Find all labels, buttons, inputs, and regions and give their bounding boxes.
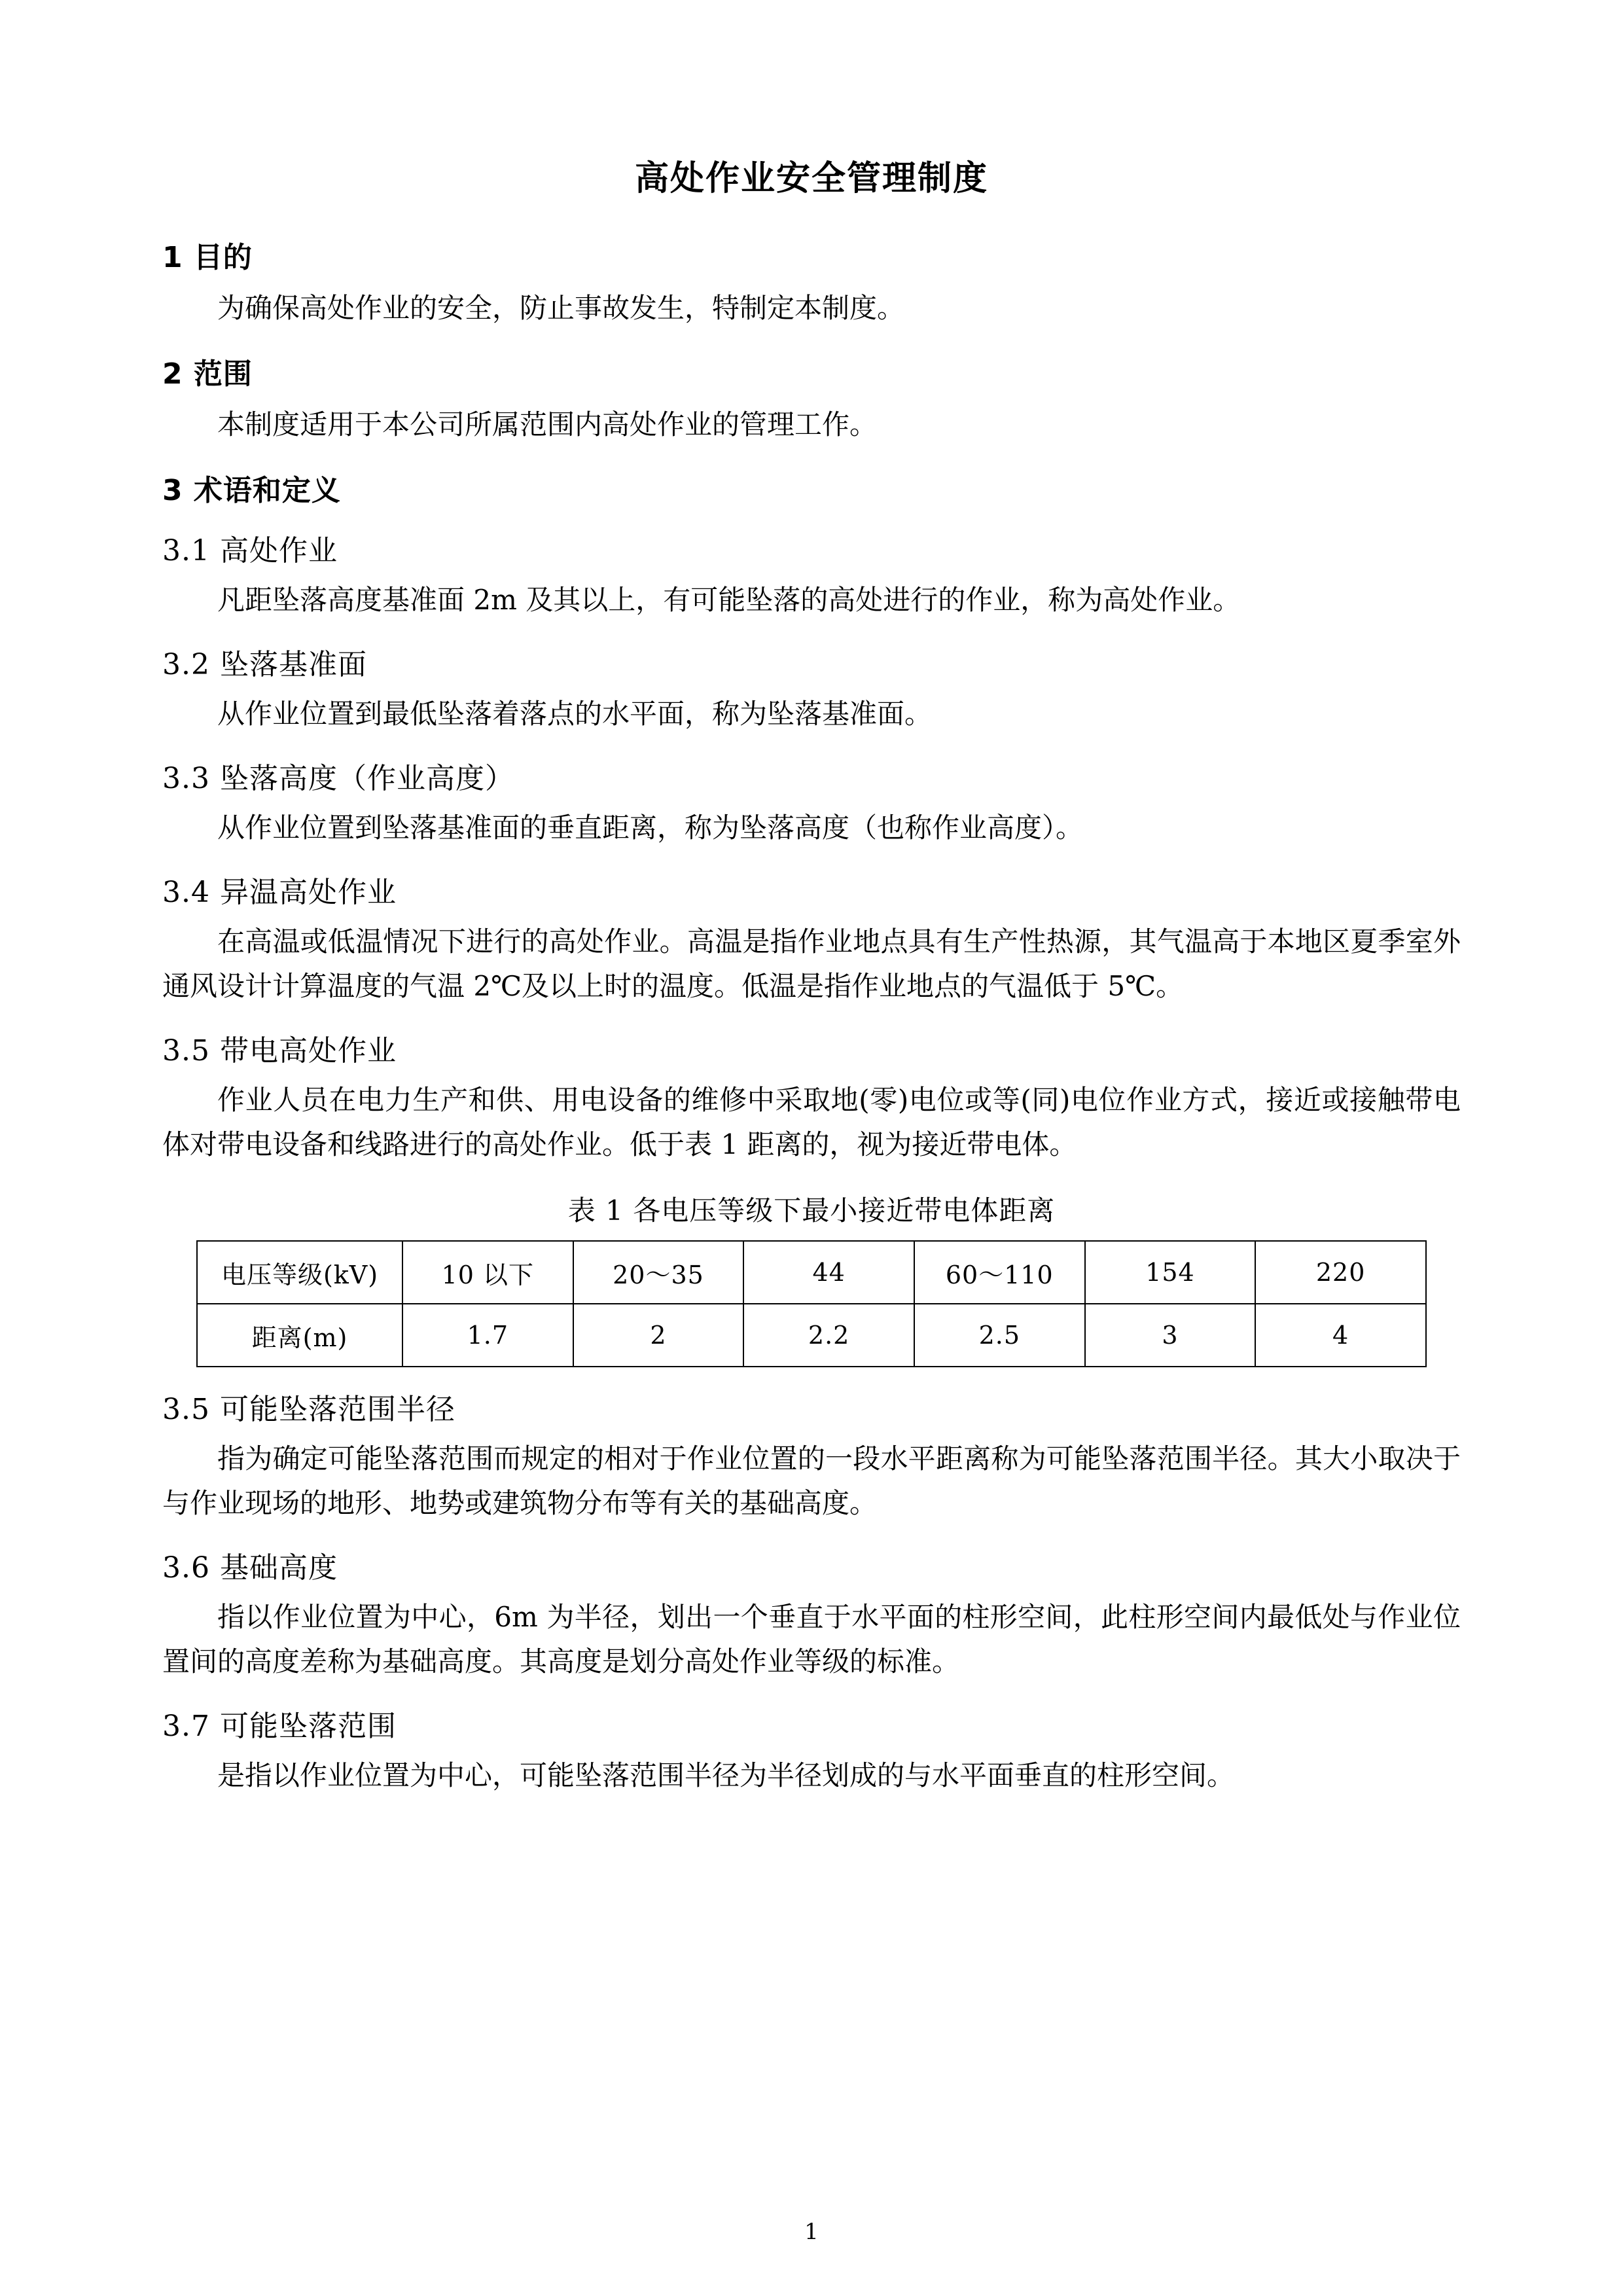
- table-cell: 60～110: [914, 1241, 1085, 1304]
- section-body-3-1: 凡距坠落高度基准面 2m 及其以上，有可能坠落的高处进行的作业，称为高处作业。: [217, 584, 1241, 617]
- table-caption: 表 1 各电压等级下最小接近带电体距离: [567, 1194, 1056, 1227]
- section-body-3-3: 从作业位置到坠落基准面的垂直距离，称为坠落高度（也称作业高度）。: [217, 812, 1084, 844]
- table-row: [197, 1304, 1426, 1367]
- section-heading-1: 1 目的: [162, 241, 253, 274]
- section-heading-2: 2 范围: [162, 357, 253, 391]
- section-heading-3-5-radius: 3.5 可能坠落范围半径: [162, 1393, 455, 1427]
- table-cell: 4: [1255, 1304, 1426, 1367]
- table-cell: 154: [1085, 1241, 1256, 1304]
- table-cell: 2.2: [743, 1304, 914, 1367]
- page-title: 高处作业安全管理制度: [634, 159, 988, 198]
- section-body-3-7: 是指以作业位置为中心，可能坠落范围半径为半径划成的与水平面垂直的柱形空间。: [217, 1759, 1235, 1792]
- table-cell: 2: [573, 1304, 744, 1367]
- section-heading-3: 3 术语和定义: [162, 474, 341, 508]
- section-heading-3-5-power: 3.5 带电高处作业: [162, 1034, 397, 1068]
- table-cell: 10 以下: [402, 1241, 573, 1304]
- table-row-label: 距离(m): [197, 1304, 402, 1367]
- section-body-3-5-radius: 指为确定可能坠落范围而规定的相对于作业位置的一段水平距离称为可能坠落范围半径。其大小取决于与作业现场的地形、地势或建筑物分布等有关的基础高度。: [162, 1443, 1461, 1520]
- section-body-1: 为确保高处作业的安全，防止事故发生，特制定本制度。: [217, 292, 905, 324]
- section-heading-3-2: 3.2 坠落基准面: [162, 648, 367, 682]
- section-body-3-2: 从作业位置到最低坠落着落点的水平面，称为坠落基准面。: [217, 698, 933, 730]
- table-cell: 1.7: [402, 1304, 573, 1367]
- table-row: [197, 1241, 1426, 1304]
- table-cell: 2.5: [914, 1304, 1085, 1367]
- table-cell: 44: [743, 1241, 914, 1304]
- section-body-3-4: 在高温或低温情况下进行的高处作业。高温是指作业地点具有生产性热源，其气温高于本地区夏季室外通风设计计算温度的气温 2℃及以上时的温度。低温是指作业地点的气温低于 5℃。: [162, 925, 1461, 1003]
- section-body-3-6: 指以作业位置为中心，6m 为半径，划出一个垂直于水平面的柱形空间，此柱形空间内最低处与作业位置间的高度差称为基础高度。其高度是划分高处作业等级的标准。: [162, 1601, 1461, 1678]
- section-heading-3-4: 3.4 异温高处作业: [162, 876, 397, 910]
- section-heading-3-1: 3.1 高处作业: [162, 534, 338, 568]
- section-heading-3-7: 3.7 可能坠落范围: [162, 1710, 397, 1744]
- page-number: 1: [804, 2219, 819, 2245]
- voltage-distance-table: [196, 1240, 1427, 1367]
- table-row-label: 电压等级(kV): [197, 1241, 402, 1304]
- section-body-3-5-power: 作业人员在电力生产和供、用电设备的维修中采取地(零)电位或等(同)电位作业方式，接近或接触带电体对带电设备和线路进行的高处作业。低于表 1 距离的，视为接近带电体。: [162, 1084, 1461, 1161]
- table-cell: 3: [1085, 1304, 1256, 1367]
- section-body-2: 本制度适用于本公司所属范围内高处作业的管理工作。: [217, 408, 878, 441]
- table-cell: 20～35: [573, 1241, 744, 1304]
- section-heading-3-6: 3.6 基础高度: [162, 1551, 338, 1585]
- table-cell: 220: [1255, 1241, 1426, 1304]
- section-heading-3-3: 3.3 坠落高度（作业高度）: [162, 762, 514, 796]
